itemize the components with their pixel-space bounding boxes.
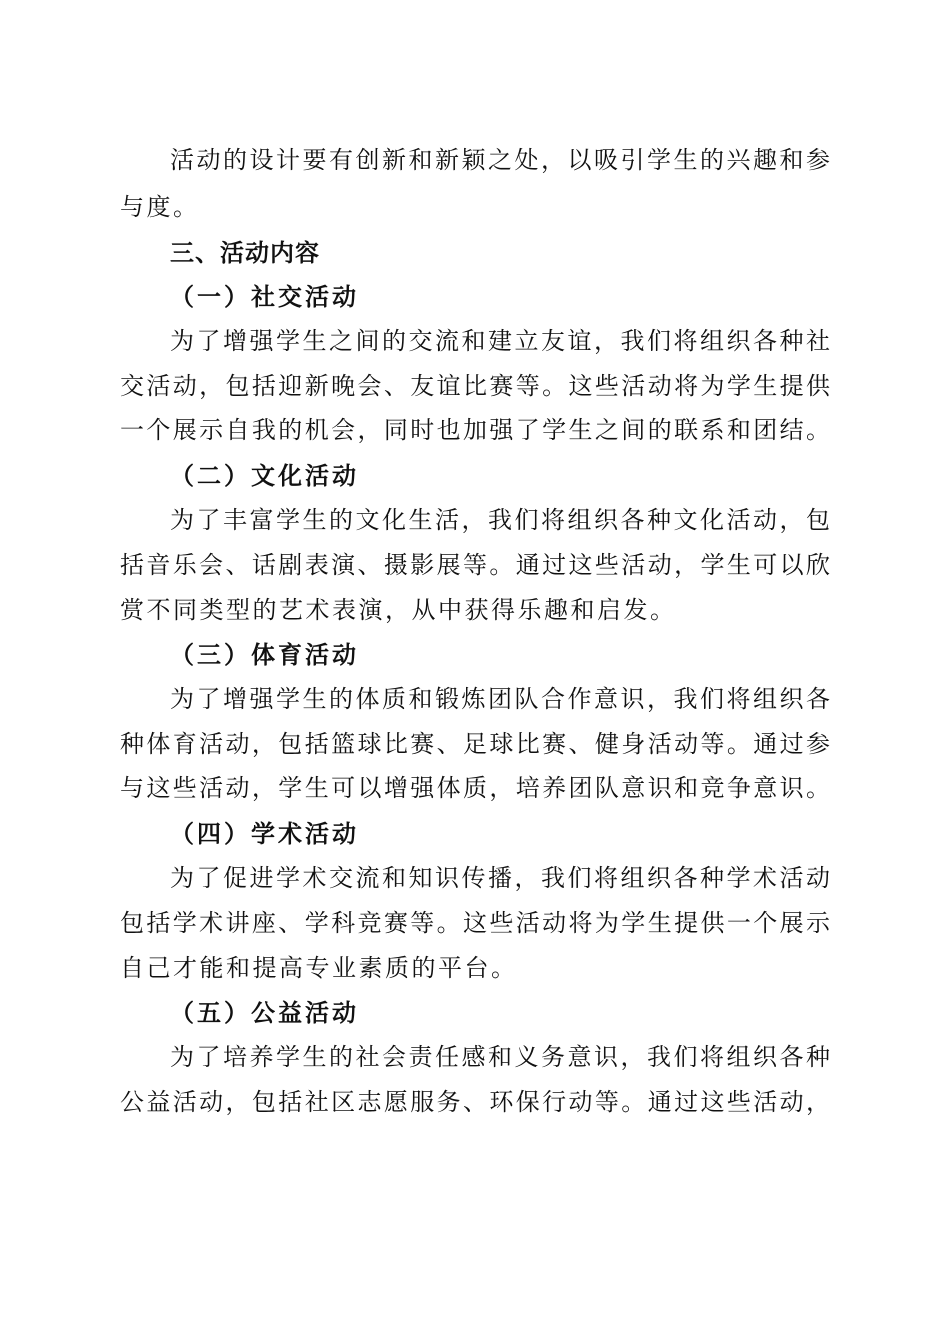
- paragraph-line: 与这些活动，学生可以增强体质，培养团队意识和竞争意识。: [120, 774, 830, 802]
- intro-line-2: 与度。: [120, 193, 200, 221]
- paragraph-line: 种体育活动，包括篮球比赛、足球比赛、健身活动等。通过参: [120, 730, 830, 758]
- subsection-title-2: （二）文化活动: [170, 461, 359, 490]
- subsection-title-3: （三）体育活动: [170, 640, 359, 669]
- section-title: 三、活动内容: [170, 239, 320, 267]
- paragraph-line: 赏不同类型的艺术表演，从中获得乐趣和启发。: [120, 596, 677, 624]
- subsection-title-1: （一）社交活动: [170, 282, 359, 311]
- paragraph-line: 为了丰富学生的文化生活，我们将组织各种文化活动，包: [170, 506, 830, 534]
- subsection-title-4: （四）学术活动: [170, 819, 359, 848]
- paragraph-line: 自己才能和提高专业素质的平台。: [120, 954, 518, 982]
- paragraph-line: 括音乐会、话剧表演、摄影展等。通过这些活动，学生可以欣: [120, 551, 830, 579]
- paragraph-line: 为了培养学生的社会责任感和义务意识，我们将组织各种: [170, 1043, 830, 1071]
- paragraph-line: 为了增强学生的体质和锻炼团队合作意识，我们将组织各: [170, 685, 830, 713]
- paragraph-line: 包括学术讲座、学科竞赛等。这些活动将为学生提供一个展示: [120, 909, 830, 937]
- subsection-title-5: （五）公益活动: [170, 998, 359, 1027]
- paragraph-line: 为了增强学生之间的交流和建立友谊，我们将组织各种社: [170, 327, 830, 355]
- paragraph-line: 一个展示自我的机会，同时也加强了学生之间的联系和团结。: [120, 416, 830, 444]
- paragraph-line: 为了促进学术交流和知识传播，我们将组织各种学术活动: [170, 864, 830, 892]
- paragraph-line: 公益活动，包括社区志愿服务、环保行动等。通过这些活动，: [120, 1088, 830, 1116]
- intro-line-1: 活动的设计要有创新和新颖之处，以吸引学生的兴趣和参: [170, 146, 830, 174]
- paragraph-line: 交活动，包括迎新晚会、友谊比赛等。这些活动将为学生提供: [120, 372, 830, 400]
